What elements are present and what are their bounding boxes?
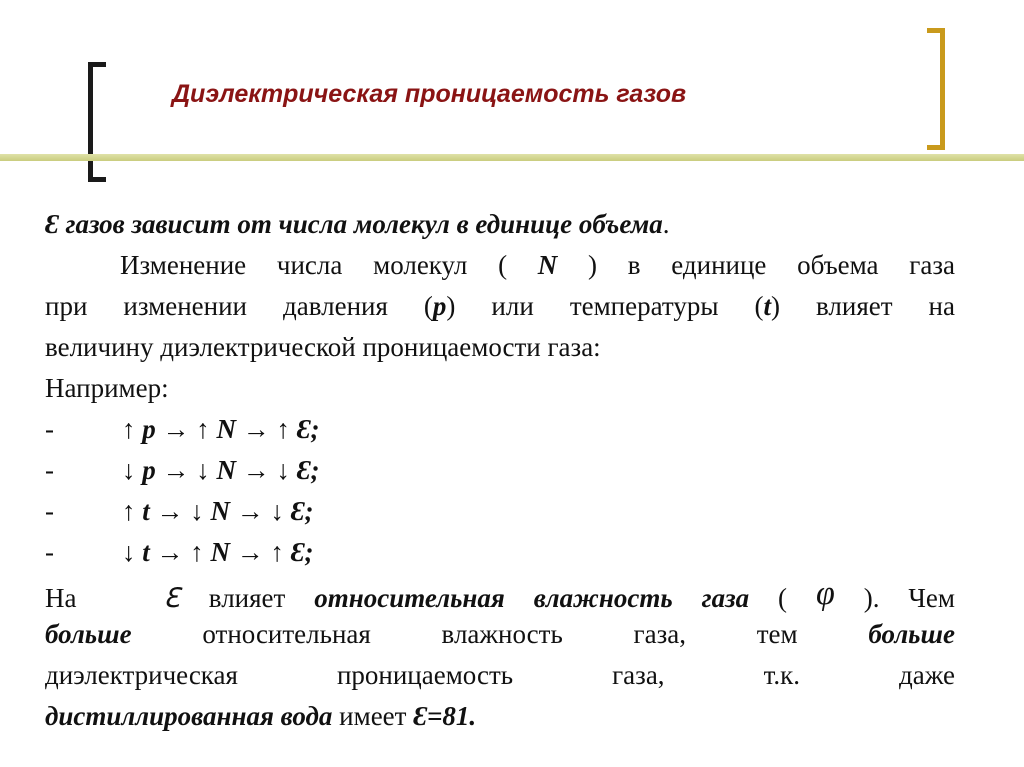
para1-text: ) или температуры ( (446, 291, 764, 321)
para2-text: влияет (179, 583, 315, 613)
para2-emphasis: больше (868, 619, 955, 649)
example-dash: - (45, 414, 54, 444)
example-dash: - (45, 537, 54, 567)
n-symbol: N (537, 250, 558, 280)
example-label: Например: (45, 373, 169, 403)
p-symbol: р (432, 291, 447, 321)
header-rule (0, 154, 1024, 161)
para1-line2 (45, 286, 955, 327)
lead-period: . (662, 209, 670, 239)
left-bracket (88, 62, 106, 182)
example-expression: ↑ t → ↓ N → ↓ Ɛ; (122, 496, 314, 526)
para2-emphasis: больше (45, 619, 132, 649)
para1-line3: величину диэлектрической проницаемости газа: (45, 332, 601, 362)
example-row (45, 532, 955, 573)
para2-text: ( (749, 583, 816, 613)
para1-line1 (45, 245, 955, 286)
example-expression: ↑ р → ↑ N → ↑ Ɛ; (122, 414, 320, 444)
example-expression: ↓ t → ↑ N → ↑ Ɛ; (122, 537, 314, 567)
para1-text: ) влияет на (771, 291, 955, 321)
para1-text: ) в единице объема газа (557, 250, 955, 280)
slide-body (45, 204, 955, 737)
example-row (45, 491, 955, 532)
para1-text: Изменение числа молекул ( (120, 250, 538, 280)
para2-text: относительная влажность газа, тем (131, 619, 869, 649)
epsilon-value: Ɛ=81. (413, 701, 477, 731)
para2-emphasis: дистиллированная вода (45, 701, 333, 731)
example-dash: - (45, 455, 54, 485)
epsilon-symbol: Ɛ (45, 209, 59, 239)
epsilon-symbol: ℇ (163, 583, 180, 613)
lead-line (45, 204, 955, 245)
example-row (45, 409, 955, 450)
para2-line4 (45, 696, 955, 737)
t-symbol: t (763, 291, 772, 321)
para2-text: имеет (332, 701, 414, 731)
para2-line1 (45, 573, 955, 614)
para2-text: ). Чем (834, 583, 955, 613)
slide-title: Диэлектрическая проницаемость газов (172, 80, 687, 108)
example-row (45, 450, 955, 491)
para1-text: при изменении давления ( (45, 291, 433, 321)
phi-symbol: φ (815, 575, 835, 612)
example-dash: - (45, 496, 54, 526)
para2-line2 (45, 614, 955, 655)
para2-text: На (45, 583, 77, 613)
right-bracket (927, 28, 945, 150)
example-expression: ↓ р → ↓ N → ↓ Ɛ; (122, 455, 320, 485)
lead-text: газов зависит от числа молекул в единице объема (58, 209, 663, 239)
para2-emphasis: относительная влажность газа (314, 583, 750, 613)
para2-line3: диэлектрическая проницаемость газа, т.к. даже (45, 660, 955, 690)
